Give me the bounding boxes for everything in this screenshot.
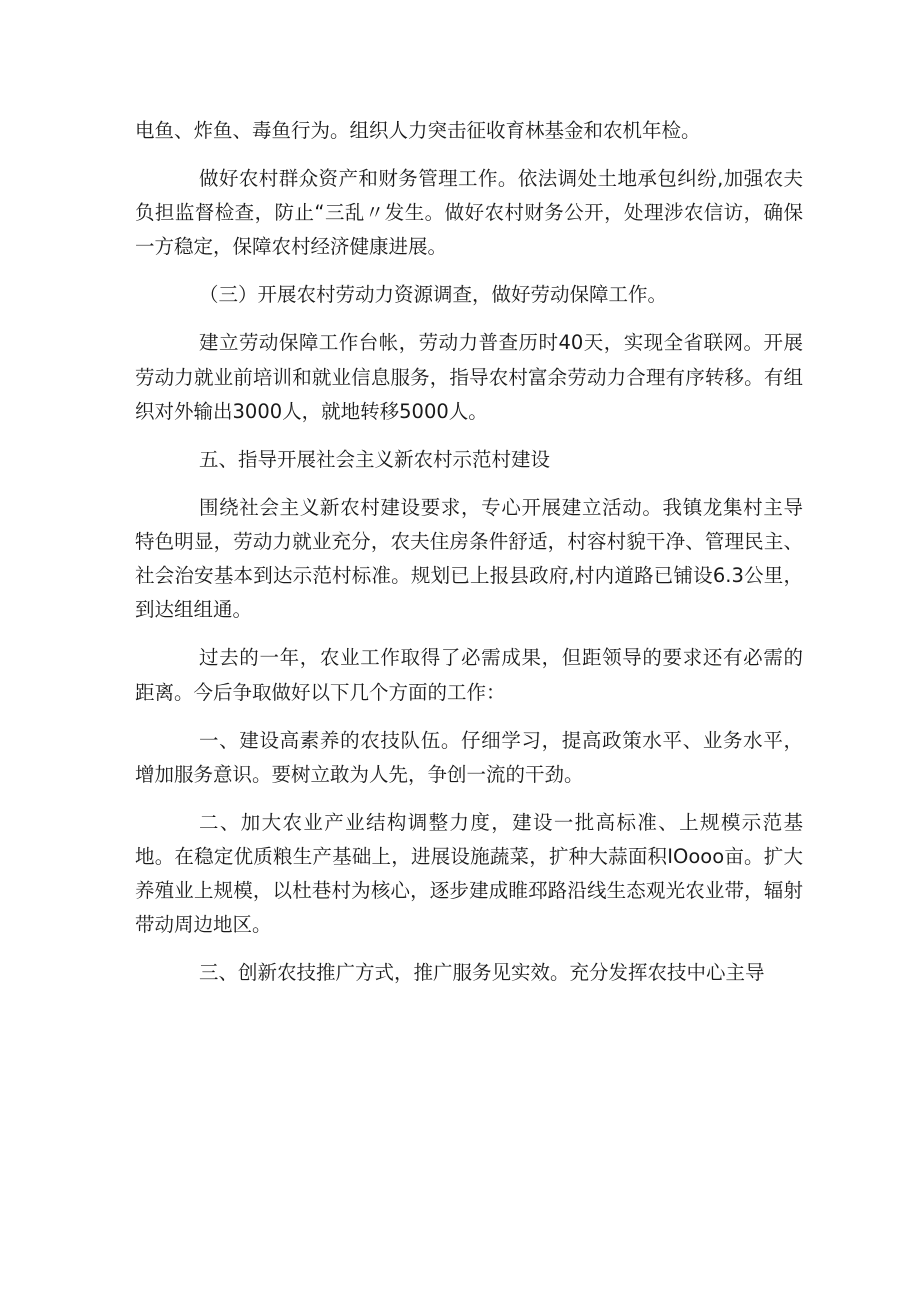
paragraph-new-village: 围绕社会主义新农村建设要求，专心开展建立活动。我镇龙集村主导特色明显，劳动力就业充分，农夫住房条件舒适，村容村貌干净、管理民主、社会治安基本到达示范村标准。规划已上报县政府,村内道路已铺设6.3公里，到达组组通。 xyxy=(135,495,803,622)
paragraph-plan-3: 三、创新农技推广方式，推广服务见实效。充分发挥农技中心主导 xyxy=(199,961,765,985)
paragraph-plan-2: 二、加大农业产业结构调整力度，建设一批高标准、上规模示范基地。在稳定优质粮生产基础上，进展设施蔬菜，扩种大蒜面积IOooo亩。扩大养殖业上规模，以杜巷村为核心，逐步建成睢邳路沿线生态观光农业带，辐射带动周边地区。 xyxy=(135,810,803,937)
paragraph-labor-security: 建立劳动保障工作台帐，劳动力普查历时40天，实现全省联网。开展劳动力就业前培训和就业信息服务，指导农村富余劳动力合理有序转移。有组织对外输出3000人，就地转移5000人。 xyxy=(135,331,803,423)
paragraph-plan-1: 一、建设高素养的农技队伍。仔细学习，提高政策水平、业务水平，增加服务意识。要树立敢为人先，争创一流的干劲。 xyxy=(135,728,803,786)
paragraph-continuation: 电鱼、炸鱼、毒鱼行为。组织人力突击征收育林基金和农机年检。 xyxy=(135,119,701,142)
document-body xyxy=(135,114,803,991)
paragraph-summary: 过去的一年，农业工作取得了必需成果，但距领导的要求还有必需的距离。今后争取做好以下几个方面的工作： xyxy=(135,646,803,704)
section-heading-demo-village: 五、指导开展社会主义新农村示范村建设 xyxy=(199,447,551,471)
section-heading-labor-survey: （三）开展农村劳动力资源调查，做好劳动保障工作。 xyxy=(199,283,668,307)
paragraph-asset-management: 做好农村群众资产和财务管理工作。依法调处土地承包纠纷,加强农夫负担监督检查，防止“三乱〃发生。做好农村财务公开，处理涉农信访，确保一方稳定，保障农村经济健康进展。 xyxy=(135,167,803,259)
